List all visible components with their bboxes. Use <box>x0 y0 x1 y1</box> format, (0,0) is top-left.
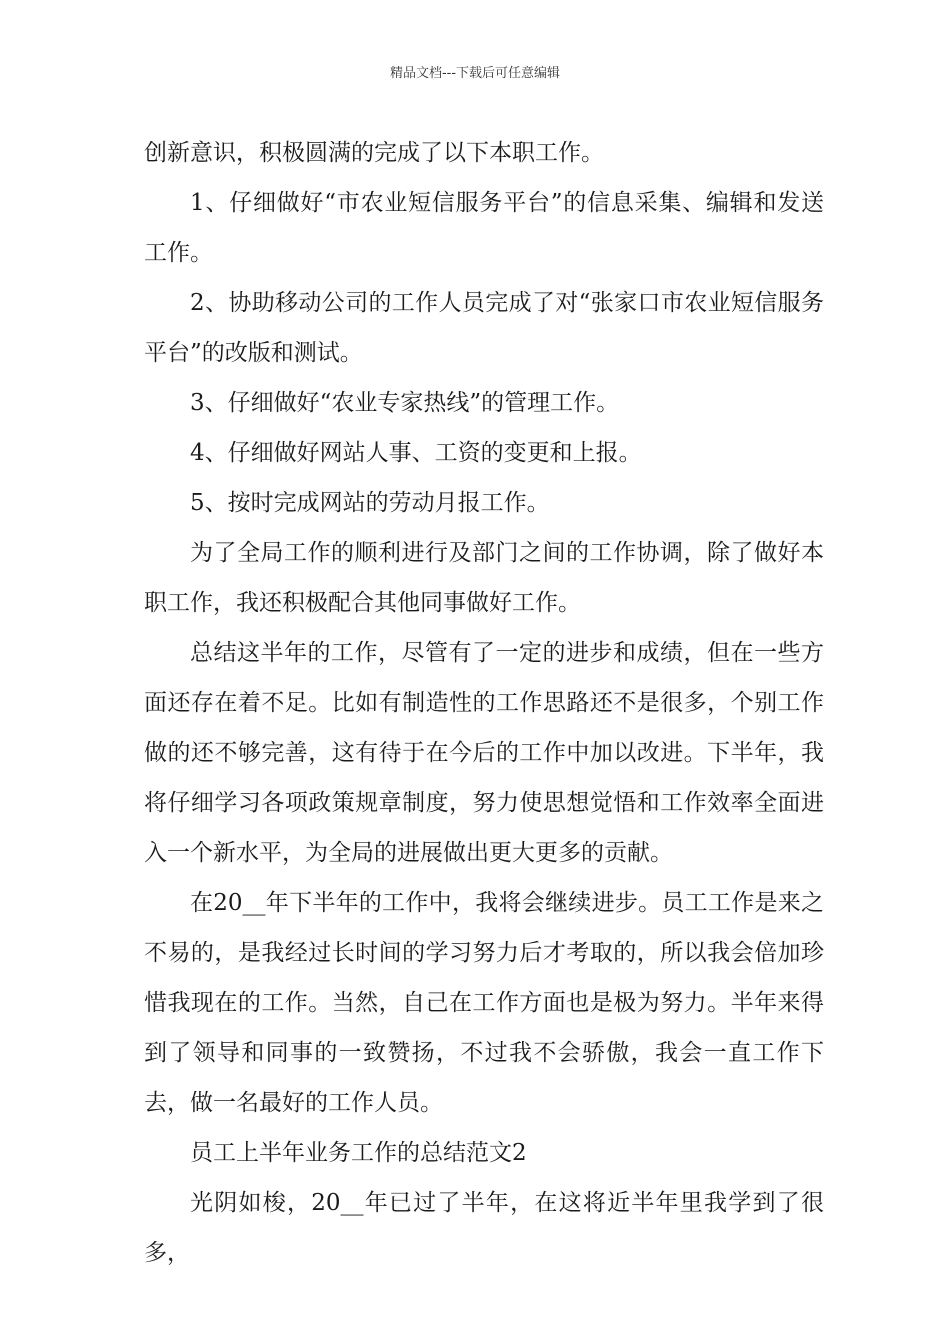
paragraph-summary: 总结这半年的工作，尽管有了一定的进步和成绩，但在一些方面还存在着不足。比如有制造性的工作思路还不是很多，个别工作做的还不够完善，这有待于在今后的工作中加以改进。下半年，我将仔细学习各项政策规章制度，努力使思想觉悟和工作效率全面进入一个新水平，为全局的进展做出更大更多的贡献。 <box>144 640 824 866</box>
list-item-4: 4、仔细做好网站人事、工资的变更和上报。 <box>190 440 642 466</box>
page-header-watermark: 精品文档---下载后可任意编辑 <box>389 66 561 81</box>
section-title: 员工上半年业务工作的总结范文2 <box>190 1140 527 1166</box>
paragraph-cooperation: 为了全局工作的顺利进行及部门之间的工作协调，除了做好本职工作，我还积极配合其他同事做好工作。 <box>144 540 824 616</box>
list-item-2: 2、协助移动公司的工作人员完成了对“张家口市农业短信服务平台”的改版和测试。 <box>144 290 824 366</box>
list-item-5: 5、按时完成网站的劳动月报工作。 <box>190 490 550 516</box>
list-item-3: 3、仔细做好“农业专家热线”的管理工作。 <box>190 390 620 416</box>
document-body <box>144 128 824 1278</box>
list-item-1: 1、仔细做好“市农业短信服务平台”的信息采集、编辑和发送工作。 <box>144 190 824 266</box>
paragraph-opening: 光阴如梭，20__年已过了半年，在这将近半年里我学到了很多， <box>144 1190 824 1266</box>
paragraph-continuation: 创新意识，积极圆满的完成了以下本职工作。 <box>144 140 604 166</box>
paragraph-outlook: 在20__年下半年的工作中，我将会继续进步。员工工作是来之不易的，是我经过长时间的学习努力后才考取的，所以我会倍加珍惜我现在的工作。当然，自己在工作方面也是极为努力。半年来得到了领导和同事的一致赞扬，不过我不会骄傲，我会一直工作下去，做一名最好的工作人员。 <box>144 890 824 1116</box>
